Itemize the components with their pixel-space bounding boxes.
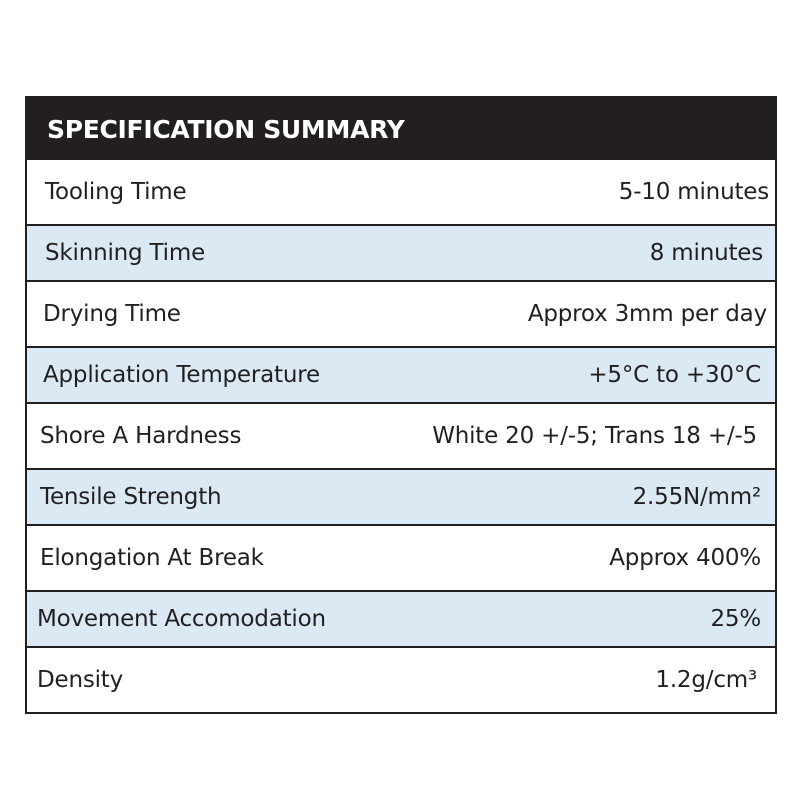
row-value: 5-10 minutes [618,179,769,205]
table-title: SPECIFICATION SUMMARY [27,98,775,160]
row-value: White 20 +/-5; Trans 18 +/-5 [432,423,757,449]
table-row [27,590,775,648]
table-row [27,224,775,282]
row-label: Drying Time [43,301,181,327]
row-label: Movement Accomodation [37,606,326,632]
row-label: Density [37,667,124,693]
row-value: Approx 400% [609,545,761,571]
table-row [27,160,775,224]
row-label: Application Temperature [43,362,320,388]
table-row [27,346,775,404]
table-body [27,160,775,712]
specification-summary-table [25,96,777,714]
row-label: Tooling Time [45,179,187,205]
row-label: Shore A Hardness [40,423,242,449]
row-value: 1.2g/cm³ [655,667,757,693]
row-value: 8 minutes [649,240,763,266]
table-row [27,526,775,590]
row-label: Tensile Strength [40,484,222,510]
row-value: 25% [710,606,761,632]
table-row [27,648,775,712]
row-value: Approx 3mm per day [527,301,767,327]
row-value: 2.55N/mm² [632,484,761,510]
row-label: Skinning Time [45,240,206,266]
row-value: +5°C to +30°C [588,362,761,388]
row-label: Elongation At Break [40,545,264,571]
table-row [27,404,775,468]
table-row [27,282,775,346]
table-row [27,468,775,526]
